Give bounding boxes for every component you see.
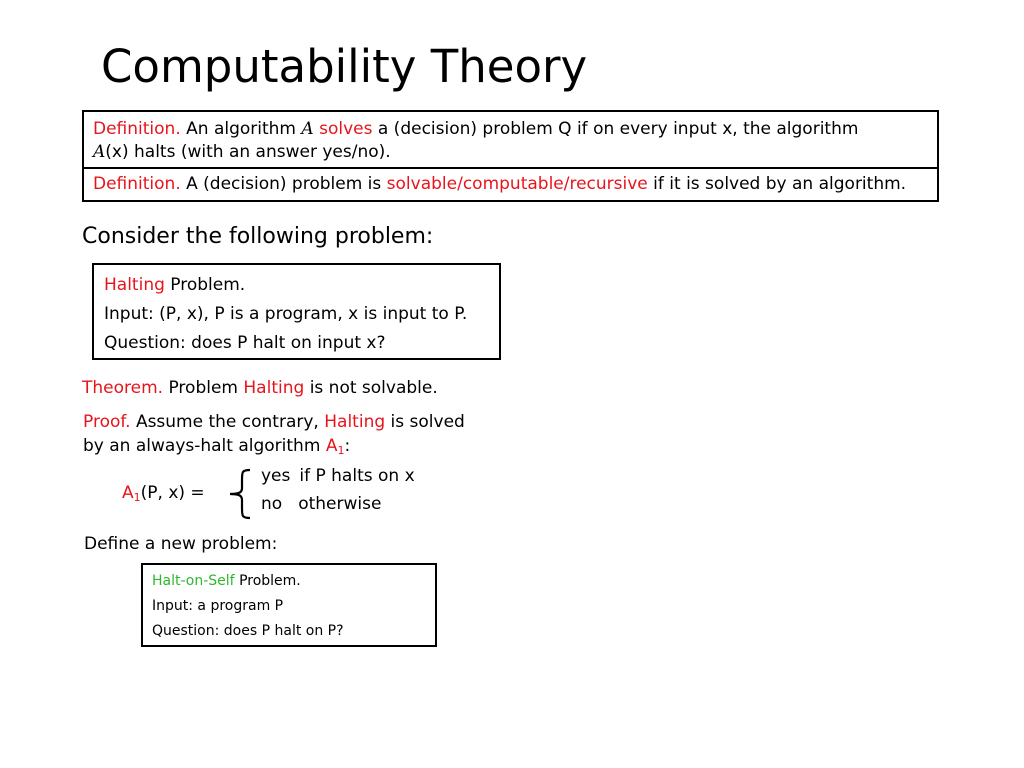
- slide-title: Computability Theory: [101, 40, 588, 93]
- theorem-keyword: Halting: [243, 378, 305, 398]
- function-definition-lhs: [122, 481, 205, 505]
- problem-question: Question: does P halt on P?: [152, 623, 344, 639]
- definition-label: Definition.: [93, 174, 181, 194]
- define-new-heading: Define a new problem:: [84, 534, 278, 554]
- problem-input: Input: (P, x), P is a program, x is input to P.: [104, 304, 468, 324]
- halt-on-self-problem-box: [141, 563, 437, 647]
- problem-name-suffix: Problem.: [239, 573, 301, 589]
- theorem-statement: [82, 376, 438, 400]
- algorithm-symbol: A: [93, 142, 106, 162]
- theorem-text: is not solvable.: [309, 378, 438, 398]
- proof-text: by an always-halt algorithm: [83, 436, 321, 456]
- problem-title: [152, 569, 435, 594]
- problem-title: [104, 271, 499, 300]
- definition-keyword: solvable/computable/recursive: [386, 174, 648, 194]
- proof-line-2: [83, 434, 465, 458]
- problem-name: Halt-on-Self: [152, 573, 235, 589]
- case-condition: if P halts on x: [299, 466, 415, 486]
- problem-question: Question: does P halt on input x?: [104, 333, 386, 353]
- proof-statement: [83, 410, 465, 458]
- case-value: yes: [261, 466, 291, 486]
- definition-text: (x) halts (with an answer yes/no).: [105, 142, 391, 162]
- function-args: (P, x) =: [140, 483, 205, 503]
- proof-text: Assume the contrary,: [135, 412, 319, 432]
- definition-keyword: solves: [319, 119, 373, 139]
- case-condition: otherwise: [298, 494, 382, 514]
- case-yes: [261, 464, 415, 488]
- case-no: [261, 492, 381, 516]
- problem-name: Halting: [104, 275, 165, 295]
- function-name: $A_1$: [122, 483, 141, 504]
- halting-problem-box: [92, 263, 501, 360]
- definition-label: Definition.: [93, 119, 181, 139]
- proof-text: :: [344, 436, 351, 456]
- definition-text: if it is solved by an algorithm.: [653, 174, 907, 194]
- definition-solves-box: [82, 110, 939, 169]
- definition-text: An algorithm: [186, 119, 296, 139]
- proof-line-1: [83, 410, 465, 434]
- consider-heading: Consider the following problem:: [82, 224, 434, 249]
- proof-text: is solved: [390, 412, 465, 432]
- case-value: no: [261, 494, 283, 514]
- theorem-text: Problem: [168, 378, 238, 398]
- curly-brace-icon: [224, 468, 254, 520]
- theorem-label: Theorem.: [82, 378, 164, 398]
- definition-text: A (decision) problem is: [186, 174, 382, 194]
- problem-input: Input: a program P: [152, 598, 284, 614]
- proof-keyword: Halting: [324, 412, 386, 432]
- definition-text: a (decision) problem Q if on every input x, the algorithm: [377, 119, 859, 139]
- problem-name-suffix: Problem.: [170, 275, 246, 295]
- algorithm-name: $A_1$: [325, 436, 345, 457]
- proof-label: Proof.: [83, 412, 131, 432]
- algorithm-symbol: A: [301, 119, 314, 139]
- definition-solvable-box: [82, 167, 939, 202]
